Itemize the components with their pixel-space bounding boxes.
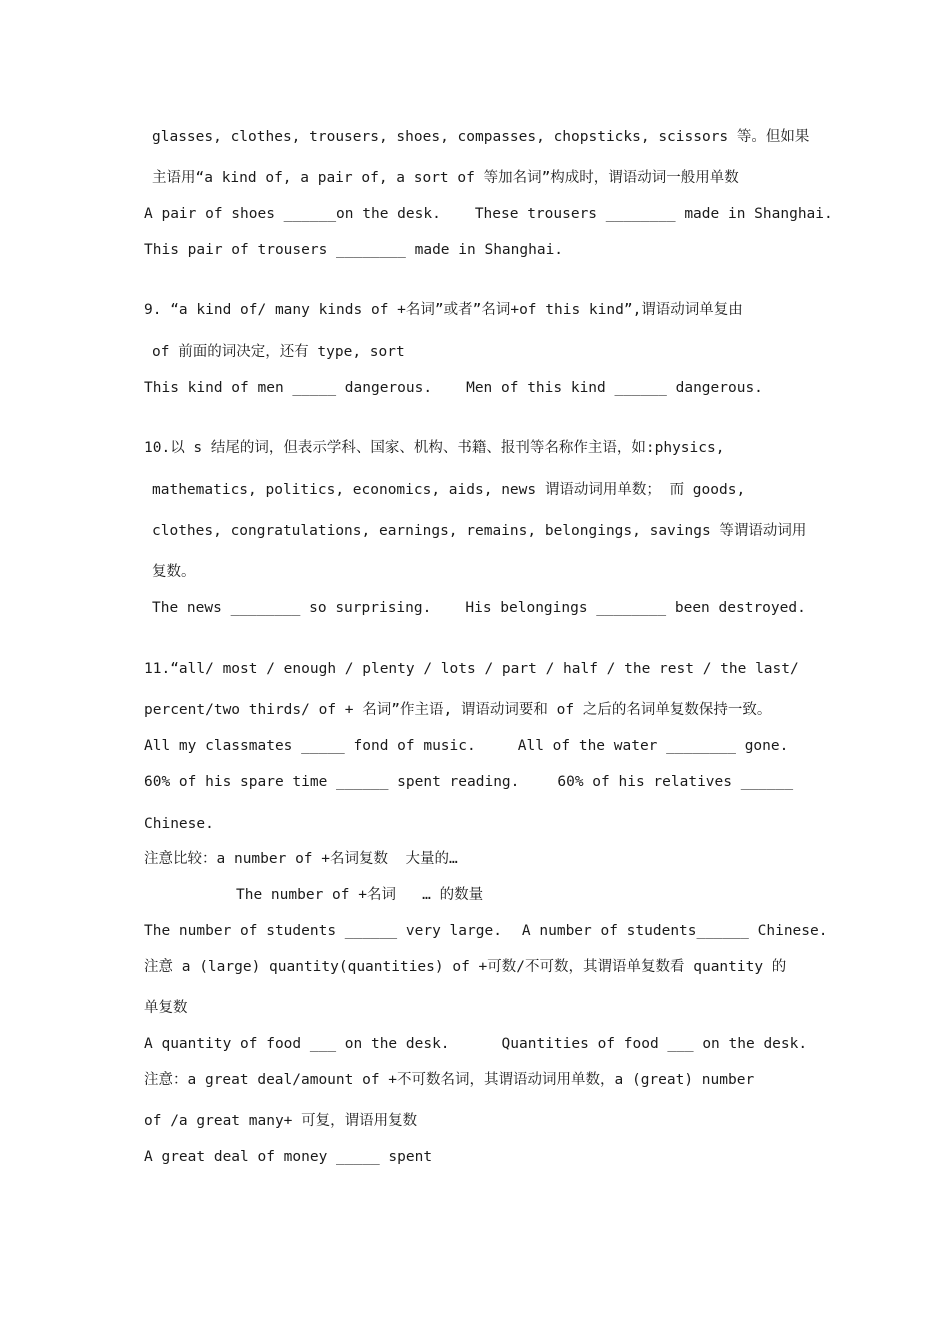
example-line: This kind of men _____ dangerous. Men of this kind ______ dangerous. — [144, 380, 763, 396]
rule-heading: 11.“all/ most / enough / plenty / lots / part / half / the rest / the last/ — [144, 661, 799, 677]
text-line: percent/two thirds/ of + 名词”作主语, 谓语动词要和 of 之后的名词单复数保持一致。 — [144, 702, 772, 718]
note-line: The number of +名词 … 的数量 — [236, 887, 484, 903]
example-line: Chinese. — [144, 816, 214, 832]
note-line: 注意 a (large) quantity(quantities) of +可数/不可数，其谓语单复数看 quantity 的 — [144, 959, 787, 975]
note-line: 单复数 — [144, 1000, 188, 1016]
example-line: 60% of his spare time ______ spent reading. 60% of his relatives ______ — [144, 774, 794, 790]
note-line: of /a great many+ 可复，谓语用复数 — [144, 1113, 418, 1129]
text-line: of 前面的词决定，还有 type, sort — [152, 344, 405, 360]
rule-heading: 9. “a kind of/ many kinds of +名词”或者”名词+of this kind”,谓语动词单复由 — [144, 302, 743, 318]
example-line: A great deal of money _____ spent — [144, 1149, 433, 1165]
example-line: A pair of shoes ______on the desk. These trousers ________ made in Shanghai. — [144, 206, 833, 222]
text-line: 复数。 — [152, 564, 196, 580]
text-line: mathematics, politics, economics, aids, news 谓语动词用单数； 而 goods, — [152, 482, 746, 498]
example-line: The number of students ______ very large. A number of students______ Chinese. — [144, 923, 828, 939]
example-line: All my classmates _____ fond of music. All of the water ________ gone. — [144, 738, 789, 754]
example-line: This pair of trousers ________ made in Shanghai. — [144, 242, 564, 258]
text-line: 主语用“a kind of, a pair of, a sort of 等加名词”构成时，谓语动词一般用单数 — [152, 170, 739, 186]
note-line: 注意比较：a number of +名词复数 大量的… — [144, 851, 458, 867]
example-line: The news ________ so surprising. His belongings ________ been destroyed. — [152, 600, 806, 616]
example-line: A quantity of food ___ on the desk. Quantities of food ___ on the desk. — [144, 1036, 808, 1052]
note-line: 注意：a great deal/amount of +不可数名词，其谓语动词用单数，a (great) number — [144, 1072, 755, 1088]
rule-heading: 10.以 s 结尾的词，但表示学科、国家、机构、书籍、报刊等名称作主语，如:physics, — [144, 440, 725, 456]
text-line: glasses, clothes, trousers, shoes, compasses, chopsticks, scissors 等。但如果 — [152, 129, 810, 145]
text-line: clothes, congratulations, earnings, remains, belongings, savings 等谓语动词用 — [152, 523, 807, 539]
